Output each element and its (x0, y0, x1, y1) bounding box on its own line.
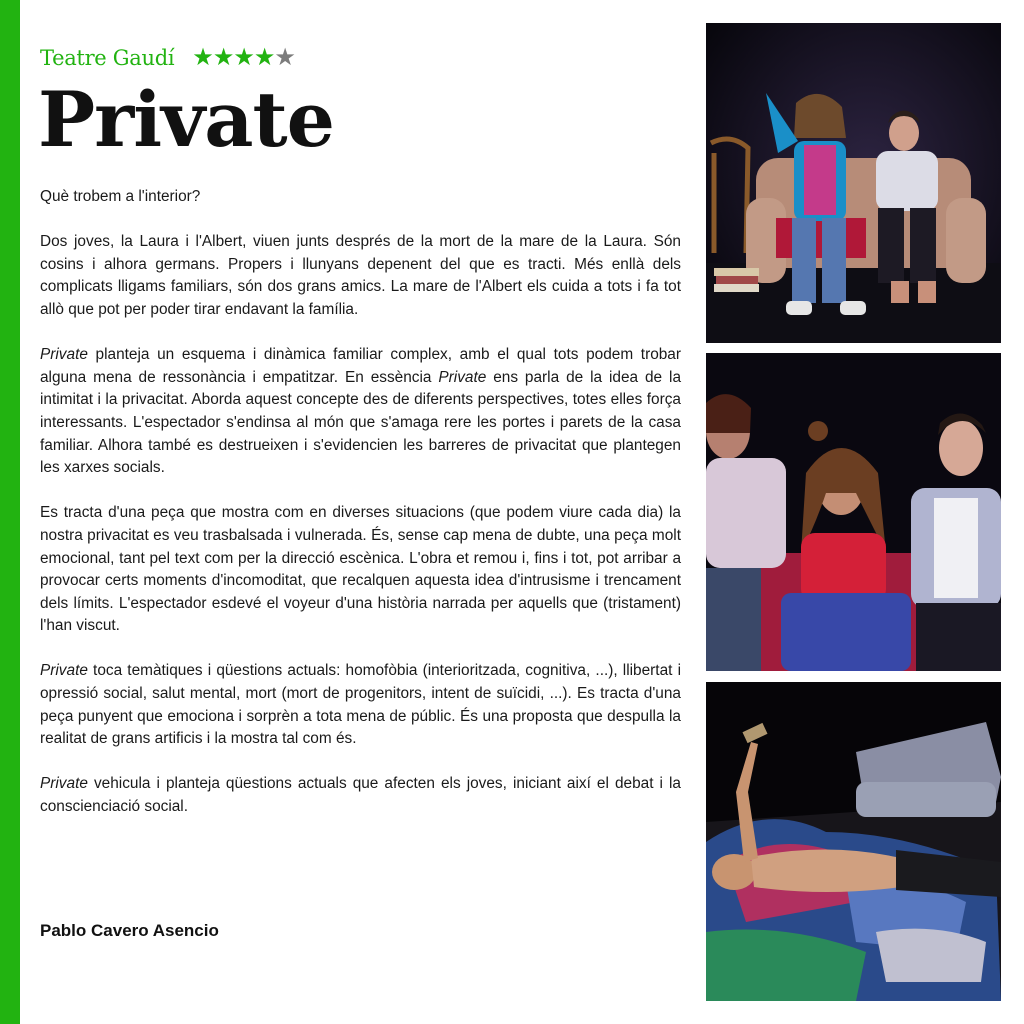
paragraph-5 (40, 773, 681, 818)
paragraph-1: Dos joves, la Laura i l'Albert, viuen junts després de la mort de la mare de la Laura. Són cosins i alhora germans. Propers i llunyans depenent del que es tracti. Més enllà dels complicats lligams familiars, són dos grans amics. La mare de l'Albert els cuida a tots i fa tot allò que pot per poder tirar endavant la família. (40, 233, 681, 318)
play-title-italic: Private (438, 368, 487, 386)
author-name: Pablo Cavero Asencio (40, 921, 219, 940)
star-icon: ★ (253, 44, 275, 71)
star-rating (192, 46, 295, 70)
play-title-italic: Private (40, 662, 88, 680)
star-icon: ★ (212, 44, 234, 71)
paragraph-2 (40, 344, 681, 480)
paragraph-3: Es tracta d'una peça que mostra com en diverses situacions (que podem viure cada dia) la nostra privacitat es veu trasbalsada i vulnerada. És, sense cap mena de dubte, una peça molt emocional, tant pel text com per la direcció escènica. L'obra et remou i, fins i tot, pot arribar a provocar certs moments d'incomoditat, que recalquen aquesta idea d'intrusisme i trencament dels límits. L'espectador esdevé el voyeur d'una història narrada per aquells que (tristament) l'han viscut. (40, 504, 681, 635)
stage-photo-trio (706, 353, 1001, 671)
play-title-italic: Private (40, 775, 88, 793)
paragraph-2-text-b: ens parla de la idea de la intimitat i la privacitat. Aborda aquest concepte des de diferents perspectives, totes elles força interessants. L'espectador s'endinsa al món que s'amaga rere les portes i parets de la casa familiar. Alhora també es destrueixen i s'evidencien les barreres de privacitat que plantegen les xarxes socials. (40, 368, 682, 477)
accent-bar (0, 0, 20, 1024)
star-icon: ★ (233, 44, 254, 71)
stage-photo-sofa (706, 23, 1001, 343)
paragraph-5-text: vehicula i planteja qüestions actuals que afecten els joves, iniciant així el debat i la conscienciació social. (40, 775, 681, 816)
venue-name: Teatre Gaudí (40, 46, 175, 70)
page-title: Private (38, 75, 334, 164)
review-body (40, 186, 681, 841)
intro-question: Què trobem a l'interior? (40, 188, 201, 205)
star-icon: ★ (192, 44, 213, 71)
star-empty-icon: ★ (274, 44, 295, 71)
paragraph-2-text-a: planteja un esquema i dinàmica familiar complex, amb el qual tots podem trobar alguna mena de ressonància i empatitzar. En essència (40, 346, 681, 386)
paragraph-4-text: toca temàtiques i qüestions actuals: homofòbia (interioritzada, cognitiva, ...), llibertat i opressió social, salut mental, mort (mort de progenitors, intent de suïcidi, ...). Es tracta d'una peça punyent que emociona i sorprèn a tota mena de públic. És una proposta que despulla la realitat de grans artificis i la mostra tal com és. (40, 662, 681, 748)
stage-photo-lying (706, 682, 1001, 1001)
paragraph-4 (40, 660, 681, 750)
review-header (40, 42, 295, 74)
play-title-italic: Private (40, 346, 88, 364)
